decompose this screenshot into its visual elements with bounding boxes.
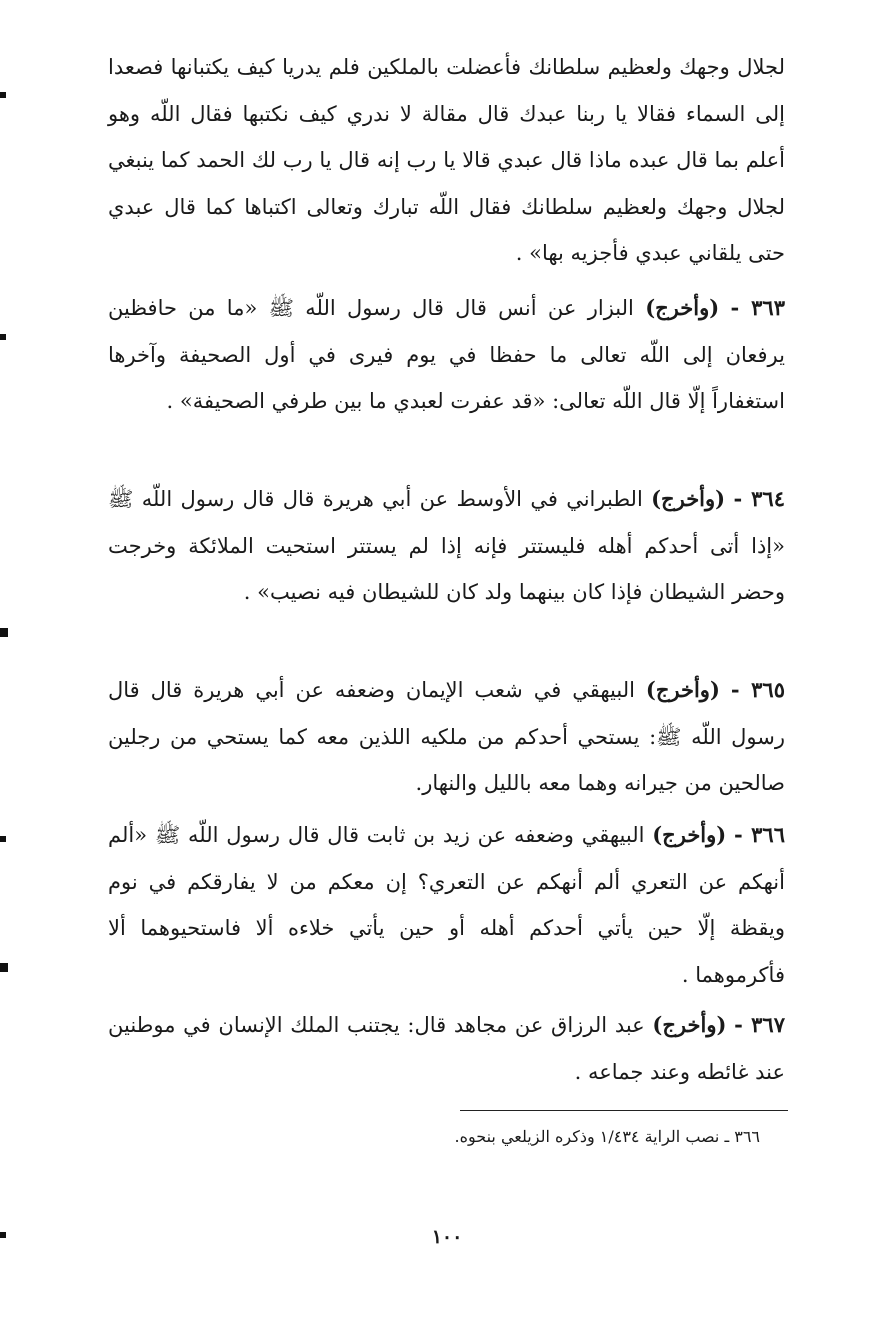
hadith-text: البيهقي وضعفه عن زيد بن ثابت قال قال رسول اللّه ﷺ «ألم أنهكم عن التعري ألم أنهكم عن التعري؟ إن معكم من لا يفارقكم في نوم ويقظة إلّا حين يأتي أحدكم أهله أو حين يأتي خلاءه ألا فاستحيوهما ألا فأكرموهما . (108, 823, 785, 987)
hadith-367 (108, 1002, 785, 1095)
hadith-number: ٣٦٧ - (734, 1012, 785, 1037)
hadith-number: ٣٦٣ - (730, 295, 785, 320)
hadith-number: ٣٦٦ - (734, 822, 785, 847)
scan-edge-mark (0, 92, 6, 98)
paragraph-text: لجلال وجهك ولعظيم سلطانك فأعضلت بالملكين فلم يدريا كيف يكتبانها فصعدا إلى السماء فقالا يا ربنا عبدك قال مقالة لا ندري كيف نكتبها فقال اللّه وهو أعلم بما قال عبده ماذا قال عبدي قالا يا رب إنه قال يا رب لك الحمد كما ينبغي لجلال وجهك ولعظيم سلطانك فقال اللّه تبارك وتعالى اكتباها كما قال عبدي حتى يلقاني عبدي فأجزيه بها» . (108, 55, 785, 265)
paragraph-continuation (108, 44, 785, 277)
hadith-number: ٣٦٥ - (730, 677, 785, 702)
source-label: (وأخرج) (645, 295, 720, 320)
hadith-364 (108, 476, 785, 616)
footnote-divider (460, 1110, 788, 1111)
hadith-text: البزار عن أنس قال قال رسول اللّه ﷺ «ما من حافظين يرفعان إلى اللّه تعالى ما حفظا في يوم فيرى في أول الصحيفة وآخرها استغفاراً إلّا قال اللّه تعالى: «قد عفرت لعبدي ما بين طرفي الصحيفة» . (108, 296, 785, 413)
hadith-text: عبد الرزاق عن مجاهد قال: يجتنب الملك الإنسان في موطنين عند غائطه وعند جماعه . (108, 1013, 785, 1084)
scan-edge-mark (0, 334, 6, 340)
hadith-text: الطبراني في الأوسط عن أبي هريرة قال قال رسول اللّه ﷺ «إذا أتى أحدكم أهله فليستتر فإنه إذا لم يستتر استحيت الملائكة وخرجت وحضر الشيطان فإذا كان بينهما ولد كان للشيطان فيه نصيب» . (108, 487, 785, 604)
scan-edge-mark (0, 1232, 6, 1238)
source-label: (وأخرج) (652, 1012, 727, 1037)
source-label: (وأخرج) (651, 486, 726, 511)
scan-edge-mark (0, 836, 6, 842)
source-label: (وأخرج) (645, 677, 720, 702)
source-label: (وأخرج) (652, 822, 727, 847)
footnote-text: ٣٦٦ ـ نصب الراية ١/٤٣٤ وذكره الزيلعي بنحوه. (454, 1127, 760, 1146)
footnote (300, 1120, 760, 1154)
scan-edge-mark (0, 963, 8, 972)
hadith-365 (108, 667, 785, 807)
hadith-text: البيهقي في شعب الإيمان وضعفه عن أبي هريرة قال قال رسول اللّه ﷺ: يستحي أحدكم من ملكيه اللذين معه كما يستحي من رجلين صالحين من جيرانه وهما معه بالليل والنهار. (108, 678, 785, 795)
hadith-number: ٣٦٤ - (733, 486, 785, 511)
hadith-366 (108, 812, 785, 998)
hadith-363 (108, 285, 785, 425)
page-number: ١٠٠ (431, 1226, 463, 1248)
scan-edge-mark (0, 628, 8, 637)
